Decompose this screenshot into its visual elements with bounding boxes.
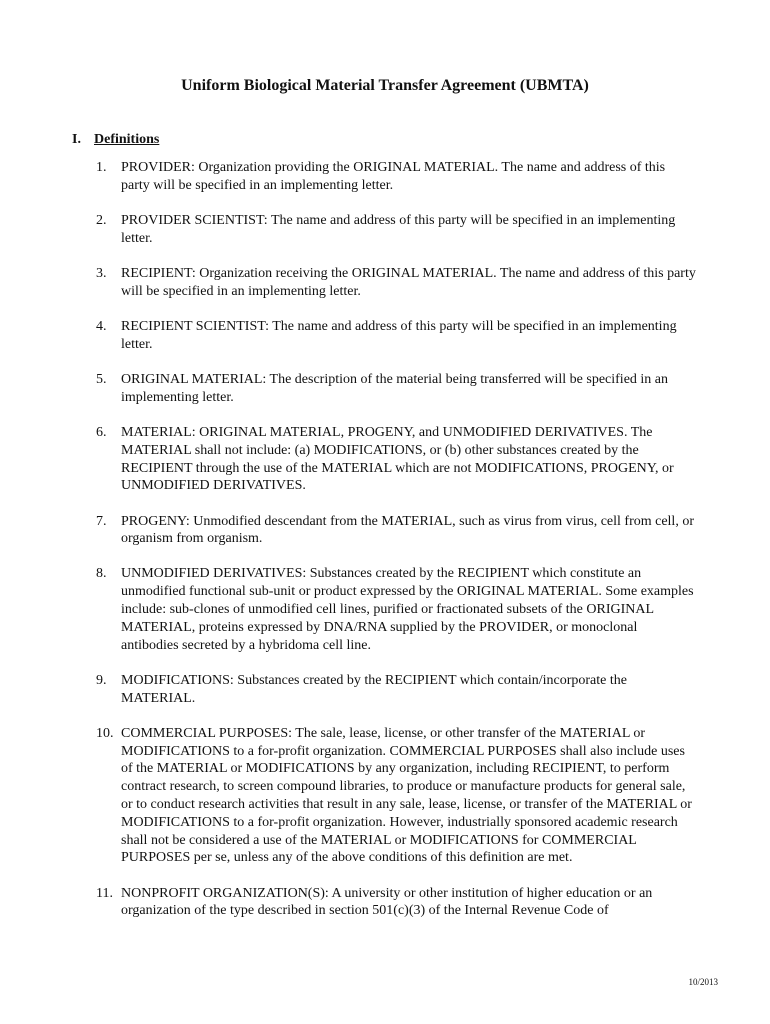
definitions-list [96,159,696,938]
item-text: NONPROFIT ORGANIZATION(S): A university or other institution of higher education or an organization of the type described in section 501(c)(3) of the Internal Revenue Code of [121,885,653,919]
definition-item [96,725,696,867]
definition-item [96,885,696,921]
document-title: Uniform Biological Material Transfer Agreement (UBMTA) [181,77,589,94]
item-text: MODIFICATIONS: Substances created by the RECIPIENT which contain/incorporate the MATERIAL. [121,672,627,706]
definition-item [96,513,696,549]
item-number: 1. [96,160,107,175]
item-number: 4. [96,318,107,334]
item-number: 8. [96,566,107,582]
section-title: Definitions [94,132,160,147]
item-number: 5. [96,371,107,387]
item-number: 10. [96,725,114,741]
item-text: PROGENY: Unmodified descendant from the MATERIAL, such as virus from virus, cell from cell, or organism from organism. [121,513,694,547]
definition-item [96,159,696,195]
item-text: RECIPIENT: Organization receiving the ORIGINAL MATERIAL. The name and address of this party will be specified in an implementing letter. [121,265,696,299]
item-number: 6. [96,424,107,440]
item-text: UNMODIFIED DERIVATIVES: Substances created by the RECIPIENT which constitute an unmodified functional sub-unit or product expressed by the ORIGINAL MATERIAL. Some examples include: sub-clones of unmodified cell lines, purified or fractionated subsets of the ORIGINAL MATERIAL, proteins expressed by DNA/RNA supplied by the PROVIDER, or monoclonal antibodies secreted by a hybridoma cell line. [121,566,694,653]
item-text: PROVIDER SCIENTIST: The name and address of this party will be specified in an implementing letter. [121,212,676,246]
document-date: 10/2013 [688,977,718,987]
item-text: RECIPIENT SCIENTIST: The name and address of this party will be specified in an implementing letter. [121,318,677,352]
definition-item [96,212,696,248]
item-number: 9. [96,672,107,688]
item-text: ORIGINAL MATERIAL: The description of the material being transferred will be specified in an implementing letter. [121,371,669,405]
item-number: 11. [96,885,113,901]
definition-item [96,371,696,407]
section-heading [72,131,159,149]
item-number: 2. [96,212,107,228]
item-text: COMMERCIAL PURPOSES: The sale, lease, license, or other transfer of the MATERIAL or MODIFICATIONS to a for-profit organization. COMMERCIAL PURPOSES shall also include uses of the MATERIAL or MODIFICATIONS by any organization, including RECIPIENT, to perform contract research, to screen compound libraries, to produce or manufacture products for general sale, or to conduct research activities that result in any sale, lease, license, or transfer of the MATERIAL or MODIFICATIONS to a for-profit organization. However, industrially sponsored academic research shall not be considered a use of the MATERIAL or MODIFICATIONS for COMMERCIAL PURPOSES per se, unless any of the above conditions of this definition are met. [121,725,692,866]
item-text: MATERIAL: ORIGINAL MATERIAL, PROGENY, and UNMODIFIED DERIVATIVES. The MATERIAL shall not include: (a) MODIFICATIONS, or (b) other substances created by the RECIPIENT through the use of the MATERIAL which are not MODIFICATIONS, PROGENY, or UNMODIFIED DERIVATIVES. [121,424,674,494]
definition-item [96,565,696,654]
item-number: 3. [96,265,107,281]
section-number: I. [72,132,81,147]
item-text: PROVIDER: Organization providing the ORIGINAL MATERIAL. The name and address of this party will be specified in an implementing letter. [121,160,666,193]
item-number: 7. [96,513,107,529]
definition-item [96,424,696,495]
definition-item [96,672,696,708]
definition-item [96,318,696,354]
definition-item [96,265,696,301]
